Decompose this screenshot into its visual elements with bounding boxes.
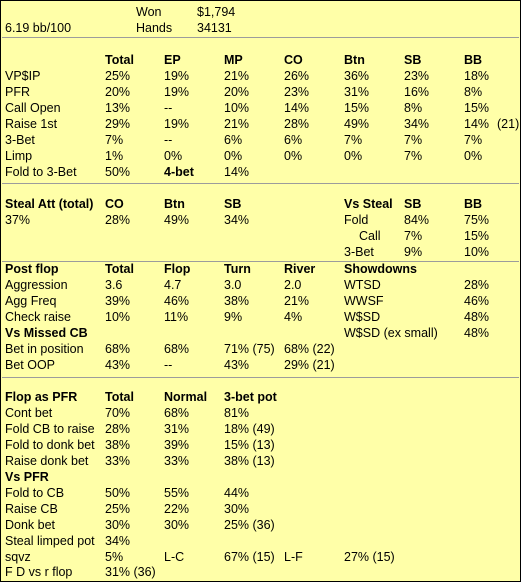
stat-value: 2.0 — [284, 278, 302, 292]
col-header: BB — [464, 53, 483, 67]
stat-value: 46% — [164, 294, 190, 308]
divider — [2, 183, 519, 184]
stat-value: 5% — [105, 550, 124, 564]
stat-value: 8% — [404, 101, 423, 115]
col-header: BB — [464, 197, 483, 211]
section-title: Vs Missed CB — [5, 326, 88, 340]
stat-value: 23% — [284, 85, 310, 99]
row-label: Aggression — [5, 278, 68, 292]
stat-value: 7% — [404, 133, 423, 147]
row-label: Bet in position — [5, 342, 84, 356]
stat-value: 3.6 — [105, 278, 123, 292]
row-label: Bet OOP — [5, 358, 56, 372]
stat-value: 9% — [404, 245, 423, 259]
section-title: Flop as PFR — [5, 390, 78, 404]
stat-value: 68% (22) — [284, 342, 335, 356]
stat-value: 20% — [224, 85, 250, 99]
stat-value: 7% — [344, 133, 363, 147]
stat-value: 11% — [164, 310, 189, 324]
stat-value: 15% (13) — [224, 438, 275, 452]
winrate: 6.19 bb/100 — [5, 21, 72, 35]
divider — [2, 37, 519, 38]
stat-value: 81% — [224, 406, 250, 420]
stat-value: 6% — [224, 133, 243, 147]
stat-value: 31% — [344, 85, 370, 99]
stat-value: 18% — [464, 69, 490, 83]
stat-value: 70% — [105, 406, 131, 420]
stat-value: 25% — [105, 69, 131, 83]
stat-value: 13% — [105, 101, 131, 115]
stat-value: 49% — [344, 117, 370, 131]
stat-value: 38% — [224, 294, 250, 308]
col-header: Normal — [164, 390, 208, 404]
divider — [2, 377, 519, 378]
stat-value: 28% — [105, 422, 131, 436]
row-label: Raise donk bet — [5, 454, 89, 468]
row-label: W$SD — [344, 310, 381, 324]
row-label: Check raise — [5, 310, 71, 324]
row-label: Steal limped pot — [5, 534, 95, 548]
row-label: Limp — [5, 149, 33, 163]
col-header: Total — [105, 390, 134, 404]
stat-value: 38% — [105, 438, 131, 452]
stat-value: 33% — [105, 454, 131, 468]
stat-value: 4.7 — [164, 278, 182, 292]
stat-value: 50% — [105, 165, 131, 179]
stat-value: 15% — [464, 101, 490, 115]
stat-value: 37% — [5, 213, 31, 227]
sample-size: (21) — [497, 117, 520, 131]
stat-value: 1% — [105, 149, 124, 163]
stat-value: 19% — [164, 69, 190, 83]
stat-value: 55% — [164, 486, 190, 500]
col-header: MP — [224, 53, 243, 67]
col-header: Total — [105, 262, 134, 276]
section-title: Steal Att (total) — [5, 197, 94, 211]
stat-value: 34% — [224, 213, 250, 227]
stat-value: 15% — [464, 229, 490, 243]
row-label: F D vs r flop — [5, 565, 73, 579]
row-label: W$SD (ex small) — [344, 326, 438, 340]
stat-value: 10% — [464, 245, 490, 259]
stat-value: 28% — [284, 117, 310, 131]
divider — [2, 261, 519, 262]
stat-value: 14% — [284, 101, 310, 115]
stat-value: 25% (36) — [224, 518, 275, 532]
stat-value: 39% — [164, 438, 190, 452]
row-label: Donk bet — [5, 518, 56, 532]
stat-value: 7% — [404, 229, 423, 243]
stat-value: 39% — [105, 294, 131, 308]
hands-label: Hands — [136, 21, 173, 35]
stat-value: 10% — [224, 101, 250, 115]
stat-value: 34% — [404, 117, 430, 131]
row-label: PFR — [5, 85, 30, 99]
col-header: Total — [105, 53, 134, 67]
stat-value: 7% — [404, 149, 423, 163]
row-label: Cont bet — [5, 406, 53, 420]
stat-value: 71% (75) — [224, 342, 275, 356]
stat-value: -- — [164, 358, 173, 372]
stat-value: 29% — [105, 117, 131, 131]
stat-value: 19% — [164, 85, 190, 99]
hands-value: 34131 — [197, 21, 232, 35]
stat-value: 68% — [105, 342, 131, 356]
stat-value: 27% (15) — [344, 550, 395, 564]
row-label: Fold — [344, 213, 369, 227]
stat-value: 0% — [284, 149, 303, 163]
stat-value: 22% — [164, 502, 190, 516]
row-label: WTSD — [344, 278, 381, 292]
stat-value: 10% — [105, 310, 131, 324]
stat-value: 3.0 — [224, 278, 242, 292]
row-label: 3-Bet — [5, 133, 35, 147]
row-label: Fold to 3-Bet — [5, 165, 77, 179]
stat-value: 7% — [464, 133, 483, 147]
stat-value: 25% — [105, 502, 131, 516]
stat-value: 31% (36) — [105, 565, 156, 579]
col-header: EP — [164, 53, 181, 67]
stat-value: 28% — [105, 213, 131, 227]
stat-value: 50% — [105, 486, 131, 500]
row-label: Call Open — [5, 101, 61, 115]
col-header: SB — [404, 53, 422, 67]
stat-value: 23% — [404, 69, 430, 83]
stat-value: 15% — [344, 101, 370, 115]
stat-value: 0% — [464, 149, 483, 163]
stat-value: 43% — [224, 358, 250, 372]
col-header: Flop — [164, 262, 191, 276]
row-label: Raise CB — [5, 502, 58, 516]
stat-value: 75% — [464, 213, 490, 227]
stat-value: 14% — [464, 117, 490, 131]
stat-value: 31% — [164, 422, 190, 436]
stat-value: 30% — [105, 518, 131, 532]
stat-value: 4% — [284, 310, 303, 324]
stat-value: 14% — [224, 165, 250, 179]
stat-value: 18% (49) — [224, 422, 275, 436]
row-label: Fold CB to raise — [5, 422, 95, 436]
col-header: River — [284, 262, 316, 276]
row-label: Call — [359, 229, 381, 243]
stat-value: 21% — [224, 117, 250, 131]
won-label: Won — [136, 5, 162, 19]
row-label: VP$IP — [5, 69, 41, 83]
stat-value: 0% — [164, 149, 183, 163]
row-label: L-C — [164, 550, 185, 564]
stat-value: 33% — [164, 454, 190, 468]
row-label: Fold to CB — [5, 486, 65, 500]
col-header: Btn — [344, 53, 365, 67]
col-header: Btn — [164, 197, 185, 211]
stat-value: 19% — [164, 117, 190, 131]
stat-value: 21% — [284, 294, 310, 308]
stat-value: 43% — [105, 358, 131, 372]
col-header: Turn — [224, 262, 251, 276]
stat-value: 29% (21) — [284, 358, 335, 372]
stat-value: 48% — [464, 326, 490, 340]
stat-value: -- — [164, 133, 173, 147]
stat-value: 7% — [105, 133, 124, 147]
row-label: WWSF — [344, 294, 384, 308]
stat-value: 67% (15) — [224, 550, 275, 564]
col-header: CO — [284, 53, 303, 67]
row-label: Fold to donk bet — [5, 438, 95, 452]
row-label: sqvz — [5, 550, 31, 564]
stat-value: 16% — [404, 85, 430, 99]
stat-value: 38% (13) — [224, 454, 275, 468]
section-title: Showdowns — [344, 262, 417, 276]
row-label: L-F — [284, 550, 303, 564]
col-header: CO — [105, 197, 124, 211]
col-header: SB — [224, 197, 242, 211]
row-label: Raise 1st — [5, 117, 58, 131]
section-title: Post flop — [5, 262, 59, 276]
col-header: SB — [404, 197, 422, 211]
stat-value: 84% — [404, 213, 430, 227]
won-value: $1,794 — [197, 5, 236, 19]
stat-value: 68% — [164, 406, 190, 420]
stat-value: 68% — [164, 342, 190, 356]
stat-value: 6% — [284, 133, 303, 147]
stat-value: 36% — [344, 69, 370, 83]
stat-value: 30% — [224, 502, 250, 516]
stat-value: 48% — [464, 310, 490, 324]
stat-value: 34% — [105, 534, 131, 548]
stat-value: 28% — [464, 278, 490, 292]
stat-value: 9% — [224, 310, 243, 324]
section-title: Vs PFR — [5, 470, 49, 484]
stat-value: 20% — [105, 85, 131, 99]
stat-value: 8% — [464, 85, 483, 99]
stat-value: 0% — [344, 149, 363, 163]
stat-value: 21% — [224, 69, 250, 83]
section-title: Vs Steal — [344, 197, 393, 211]
stat-value: 26% — [284, 69, 310, 83]
stat-value: 0% — [224, 149, 243, 163]
stat-value: 30% — [164, 518, 190, 532]
stat-value: -- — [164, 101, 173, 115]
stat-value: 46% — [464, 294, 490, 308]
row-label: 3-Bet — [344, 245, 374, 259]
stat-value: 44% — [224, 486, 250, 500]
stat-value: 49% — [164, 213, 190, 227]
fourbet-label: 4-bet — [164, 165, 194, 179]
row-label: Agg Freq — [5, 294, 57, 308]
col-header: 3-bet pot — [224, 390, 277, 404]
